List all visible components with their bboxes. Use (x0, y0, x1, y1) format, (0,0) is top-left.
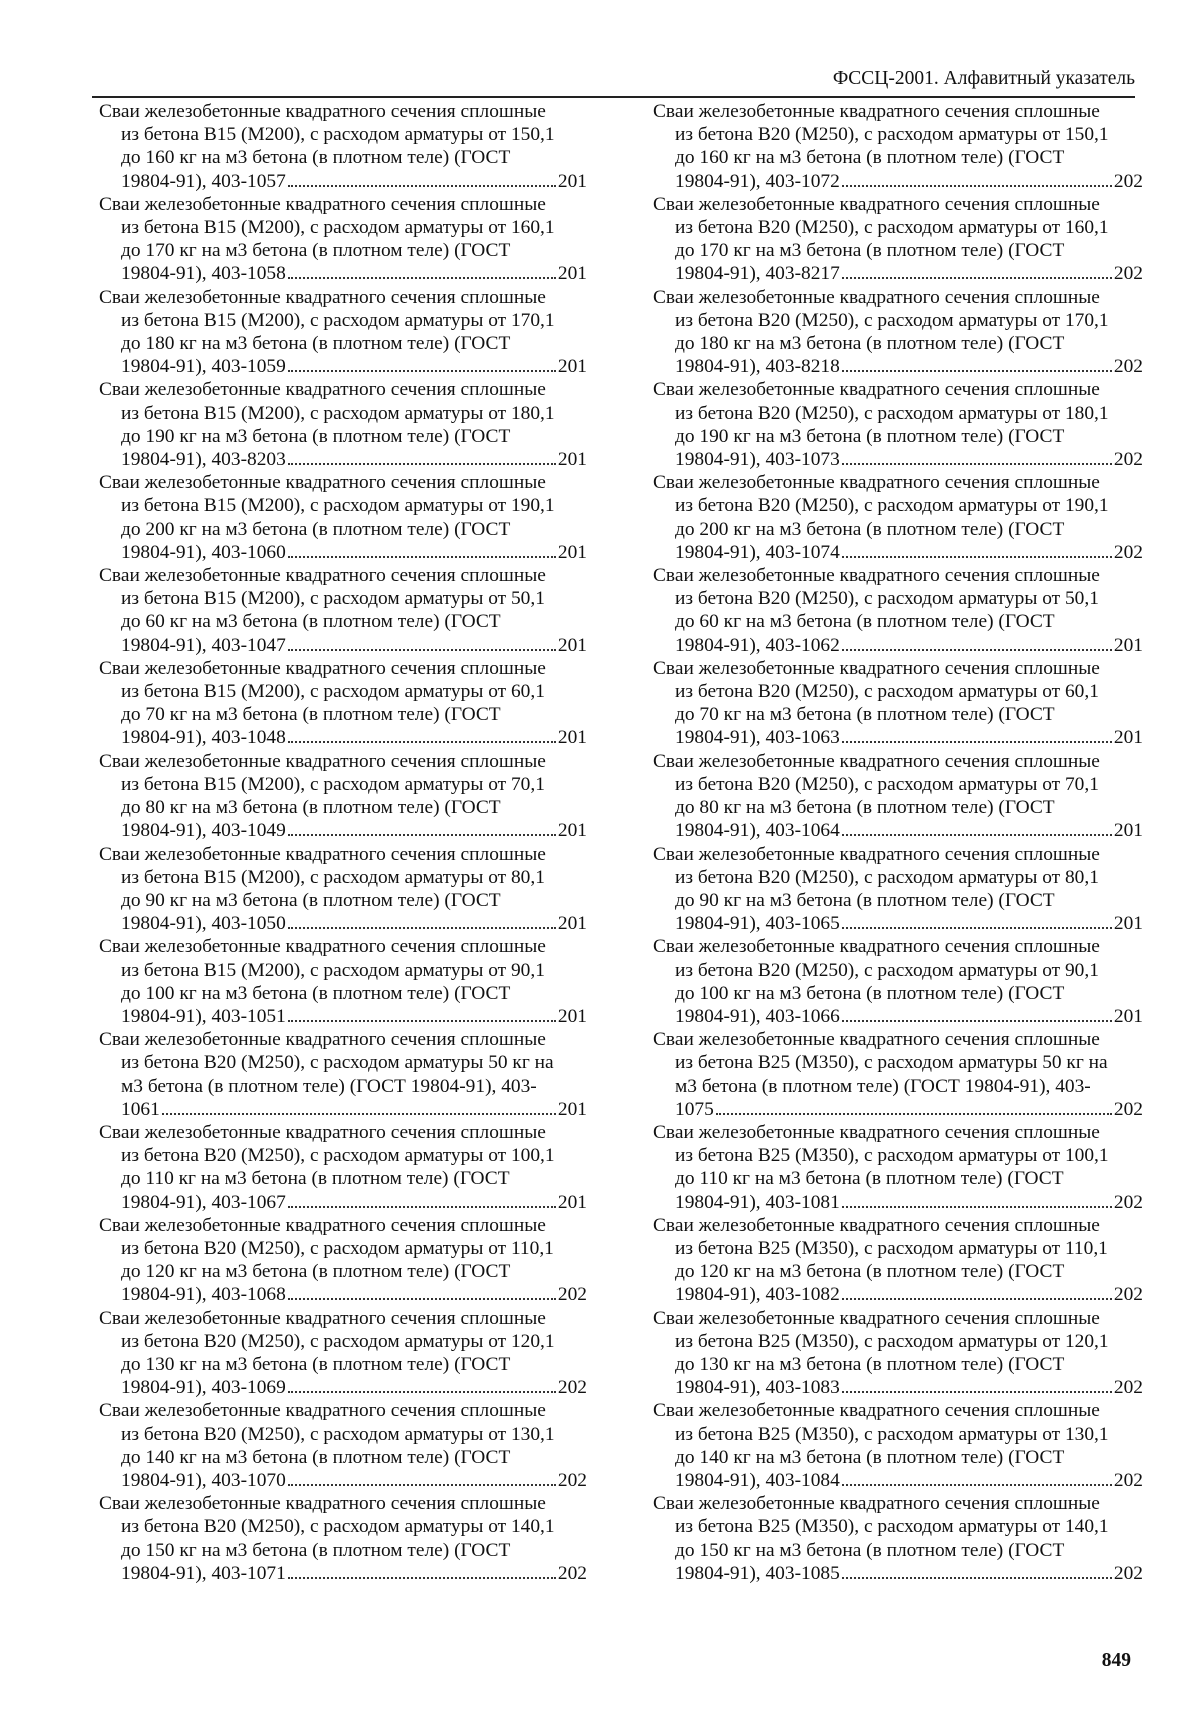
index-entry-reference-line (653, 1283, 1143, 1306)
index-entry-page: 201 (1113, 1005, 1143, 1027)
index-entry-reference-line (653, 1098, 1143, 1121)
index-entry (653, 1307, 1143, 1400)
index-entry-text-line: до 170 кг на м3 бетона (в плотном теле) (ГОСТ (675, 240, 1065, 262)
index-entry-reference-line (99, 1283, 587, 1306)
index-entry-text-line: из бетона В15 (М200), с расходом арматуры от 80,1 (121, 866, 545, 888)
index-entry-text-line: Сваи железобетонные квадратного сечения сплошные (99, 843, 546, 865)
index-entry-page: 201 (1113, 727, 1143, 749)
index-entry-text-line: из бетона В20 (М250), с расходом арматуры от 120,1 (121, 1330, 555, 1352)
index-entry (99, 1492, 587, 1585)
dot-leader (842, 185, 1112, 187)
index-entry-page: 202 (557, 1284, 587, 1306)
index-entry-text-line: Сваи железобетонные квадратного сечения сплошные (99, 657, 546, 679)
index-entry-reference-line (653, 634, 1143, 657)
index-entry-text-line: из бетона В20 (М250), с расходом арматуры от 170,1 (675, 309, 1109, 331)
index-entry-text-line: до 60 кг на м3 бетона (в плотном теле) (ГОСТ (675, 611, 1055, 633)
dot-leader (288, 927, 556, 929)
index-entry-reference-line (653, 355, 1143, 378)
index-entry (99, 750, 587, 843)
index-entry-page: 201 (557, 727, 587, 749)
index-entry-page: 202 (1113, 1469, 1143, 1491)
index-entry-reference-line (653, 1469, 1143, 1492)
dot-leader (288, 1391, 556, 1393)
index-entry-text-line: до 90 кг на м3 бетона (в плотном теле) (ГОСТ (675, 889, 1055, 911)
index-entry-text-line: до 90 кг на м3 бетона (в плотном теле) (ГОСТ (121, 889, 501, 911)
index-entry-reference-line (99, 170, 587, 193)
index-entry-text-line: из бетона В25 (М350), с расходом арматуры от 110,1 (675, 1237, 1108, 1259)
index-entry-reference: 19804-91), 403-1081 (675, 1191, 840, 1213)
index-entry (653, 1121, 1143, 1214)
index-entry-reference-line (653, 726, 1143, 749)
index-entry-text-line: до 80 кг на м3 бетона (в плотном теле) (ГОСТ (121, 797, 501, 819)
dot-leader (288, 1020, 556, 1022)
index-entry-reference-line (99, 726, 587, 749)
index-entry-text-line: м3 бетона (в плотном теле) (ГОСТ 19804-91), 403- (675, 1075, 1091, 1097)
index-entry-text-line: Сваи железобетонные квадратного сечения сплошные (653, 1400, 1100, 1422)
page-header-title: ФССЦ-2001. Алфавитный указатель (832, 68, 1135, 89)
index-entry-reference-line (99, 634, 587, 657)
index-entry (99, 1399, 587, 1492)
index-entry-text-line: из бетона В25 (М350), с расходом арматуры от 140,1 (675, 1516, 1109, 1538)
index-entry-reference-line (99, 912, 587, 935)
dot-leader (288, 1298, 556, 1300)
dot-leader (842, 556, 1112, 558)
index-entry-page: 201 (1113, 913, 1143, 935)
page-number: 849 (1101, 1650, 1131, 1671)
index-entry-text-line: из бетона В15 (М200), с расходом арматуры от 180,1 (121, 402, 555, 424)
index-entry-page: 201 (557, 634, 587, 656)
index-entry-reference-line (653, 262, 1143, 285)
index-entry (99, 843, 587, 936)
index-entry-text-line: Сваи железобетонные квадратного сечения сплошные (99, 1121, 546, 1143)
index-entry (653, 657, 1143, 750)
index-entry-page: 202 (1113, 263, 1143, 285)
index-entry (653, 1214, 1143, 1307)
index-entry-text-line: Сваи железобетонные квадратного сечения сплошные (99, 1400, 546, 1422)
index-entry-page: 202 (557, 1562, 587, 1584)
index-entry-page: 202 (1113, 356, 1143, 378)
index-entry-text-line: из бетона В20 (М250), с расходом арматуры от 110,1 (121, 1237, 554, 1259)
index-entry-text-line: из бетона В20 (М250), с расходом арматуры от 140,1 (121, 1516, 555, 1538)
dot-leader (842, 370, 1112, 372)
index-entry-text-line: до 150 кг на м3 бетона (в плотном теле) (ГОСТ (675, 1539, 1065, 1561)
index-entry (99, 193, 587, 286)
index-entry-page: 201 (557, 449, 587, 471)
index-entry-reference: 19804-91), 403-1059 (121, 356, 286, 378)
index-entry-page: 201 (557, 1005, 587, 1027)
index-entry-text-line: до 110 кг на м3 бетона (в плотном теле) (ГОСТ (121, 1168, 510, 1190)
index-entry (653, 1492, 1143, 1585)
index-entry-text-line: Сваи железобетонные квадратного сечения сплошные (99, 286, 546, 308)
index-entry-text-line: до 80 кг на м3 бетона (в плотном теле) (ГОСТ (675, 797, 1055, 819)
index-entry (99, 1214, 587, 1307)
index-entry-reference: 19804-91), 403-1082 (675, 1284, 840, 1306)
index-entry-page: 201 (557, 263, 587, 285)
dot-leader (842, 649, 1112, 651)
index-entry-reference-line (99, 819, 587, 842)
index-entry-text-line: Сваи железобетонные квадратного сечения сплошные (99, 193, 546, 215)
index-entry (99, 100, 587, 193)
index-entry-reference: 19804-91), 403-8217 (675, 263, 840, 285)
index-column-right (653, 100, 1143, 1585)
index-entry-reference: 19804-91), 403-1069 (121, 1377, 286, 1399)
index-entry-page: 202 (1113, 1098, 1143, 1120)
index-entry-text-line: до 190 кг на м3 бетона (в плотном теле) (ГОСТ (121, 425, 511, 447)
index-entry-text-line: Сваи железобетонные квадратного сечения сплошные (653, 379, 1100, 401)
index-entry-page: 202 (557, 1469, 587, 1491)
dot-leader (842, 1391, 1112, 1393)
index-entry-page: 202 (1113, 170, 1143, 192)
index-entry-text-line: Сваи железобетонные квадратного сечения сплошные (653, 286, 1100, 308)
index-entry-text-line: из бетона В20 (М250), с расходом арматуры от 160,1 (675, 217, 1109, 239)
index-entry-text-line: из бетона В25 (М350), с расходом арматуры от 100,1 (675, 1145, 1109, 1167)
index-entry-text-line: Сваи железобетонные квадратного сечения сплошные (99, 1029, 546, 1051)
dot-leader (288, 834, 556, 836)
index-entry-reference: 19804-91), 403-1066 (675, 1005, 840, 1027)
index-entry-text-line: до 120 кг на м3 бетона (в плотном теле) (ГОСТ (675, 1261, 1065, 1283)
index-entry-page: 202 (1113, 1562, 1143, 1584)
index-entry-page: 201 (557, 541, 587, 563)
index-entry-reference: 19804-91), 403-1084 (675, 1469, 840, 1491)
index-entry-text-line: из бетона В20 (М250), с расходом арматуры от 150,1 (675, 124, 1109, 146)
index-entry-text-line: Сваи железобетонные квадратного сечения сплошные (653, 1121, 1100, 1143)
index-entry-reference-line (653, 1005, 1143, 1028)
index-entry-text-line: м3 бетона (в плотном теле) (ГОСТ 19804-91), 403- (121, 1075, 537, 1097)
index-entry-text-line: из бетона В15 (М200), с расходом арматуры от 160,1 (121, 217, 555, 239)
index-entry-reference: 19804-91), 403-1058 (121, 263, 286, 285)
index-entry-text-line: Сваи железобетонные квадратного сечения сплошные (653, 101, 1100, 122)
dot-leader (288, 463, 556, 465)
dot-leader (288, 185, 556, 187)
index-entry-reference: 19804-91), 403-1070 (121, 1469, 286, 1491)
index-entry-reference: 19804-91), 403-1050 (121, 913, 286, 935)
index-entry-reference: 19804-91), 403-1065 (675, 913, 840, 935)
index-entry-reference: 19804-91), 403-1074 (675, 541, 840, 563)
index-entry-text-line: из бетона В20 (М250), с расходом арматуры от 180,1 (675, 402, 1109, 424)
index-entry-reference-line (99, 541, 587, 564)
index-entry-text-line: из бетона В15 (М200), с расходом арматуры от 70,1 (121, 773, 545, 795)
index-entry-text-line: из бетона В25 (М350), с расходом арматуры от 130,1 (675, 1423, 1109, 1445)
index-entry (653, 100, 1143, 193)
dot-leader (842, 834, 1112, 836)
index-entry-text-line: Сваи железобетонные квадратного сечения сплошные (99, 1214, 546, 1236)
dot-leader (842, 1577, 1112, 1579)
index-entry-text-line: Сваи железобетонные квадратного сечения сплошные (99, 565, 546, 587)
index-entry-page: 201 (557, 820, 587, 842)
index-entry-reference-line (653, 170, 1143, 193)
index-entry-page: 202 (1113, 1284, 1143, 1306)
index-entry-reference: 19804-91), 403-8218 (675, 356, 840, 378)
index-entry-text-line: Сваи железобетонные квадратного сечения сплошные (99, 1307, 546, 1329)
index-entry-text-line: до 180 кг на м3 бетона (в плотном теле) (ГОСТ (121, 333, 511, 355)
index-entry (99, 286, 587, 379)
dot-leader (842, 1020, 1112, 1022)
index-entry (99, 1028, 587, 1121)
index-entry-reference: 19804-91), 403-1049 (121, 820, 286, 842)
index-entry-text-line: из бетона В20 (М250), с расходом арматуры от 130,1 (121, 1423, 555, 1445)
index-entry (99, 657, 587, 750)
dot-leader (288, 1206, 556, 1208)
index-entry (653, 1399, 1143, 1492)
index-entry-text-line: до 70 кг на м3 бетона (в плотном теле) (ГОСТ (121, 704, 501, 726)
index-entry-text-line: из бетона В15 (М200), с расходом арматуры от 150,1 (121, 124, 555, 146)
index-entry-text-line: до 200 кг на м3 бетона (в плотном теле) (ГОСТ (675, 518, 1065, 540)
index-entry-text-line: до 200 кг на м3 бетона (в плотном теле) (ГОСТ (121, 518, 511, 540)
dot-leader (288, 649, 556, 651)
index-entry-reference: 19804-91), 403-8203 (121, 449, 286, 471)
index-entry-reference-line (99, 448, 587, 471)
index-entry (99, 564, 587, 657)
index-entry-page: 202 (1113, 1191, 1143, 1213)
index-entry-page: 201 (1113, 820, 1143, 842)
index-entry-text-line: Сваи железобетонные квадратного сечения сплошные (653, 193, 1100, 215)
index-entry-text-line: Сваи железобетонные квадратного сечения сплошные (99, 750, 546, 772)
index-entry-text-line: Сваи железобетонные квадратного сечения сплошные (653, 657, 1100, 679)
index-entry-text-line: до 140 кг на м3 бетона (в плотном теле) (ГОСТ (121, 1446, 511, 1468)
dot-leader (842, 1484, 1112, 1486)
index-entry-text-line: Сваи железобетонные квадратного сечения сплошные (99, 1493, 546, 1515)
dot-leader (716, 1113, 1112, 1115)
index-entry-text-line: из бетона В15 (М200), с расходом арматуры от 190,1 (121, 495, 555, 517)
index-entry-text-line: Сваи железобетонные квадратного сечения сплошные (653, 1214, 1100, 1236)
index-entry-text-line: из бетона В20 (М250), с расходом арматуры от 70,1 (675, 773, 1099, 795)
index-entry-text-line: до 60 кг на м3 бетона (в плотном теле) (ГОСТ (121, 611, 501, 633)
dot-leader (288, 556, 556, 558)
index-entry (653, 471, 1143, 564)
index-entry-text-line: Сваи железобетонные квадратного сечения сплошные (653, 936, 1100, 958)
index-entry (99, 935, 587, 1028)
index-entry-text-line: Сваи железобетонные квадратного сечения сплошные (653, 472, 1100, 494)
index-entry-text-line: Сваи железобетонные квадратного сечения сплошные (99, 379, 546, 401)
dot-leader (288, 1577, 556, 1579)
index-entry (653, 378, 1143, 471)
index-entry-page: 202 (1113, 449, 1143, 471)
index-entry (99, 471, 587, 564)
index-entry-page: 201 (557, 356, 587, 378)
index-entry-reference: 19804-91), 403-1071 (121, 1562, 286, 1584)
index-entry-text-line: из бетона В15 (М200), с расходом арматуры от 90,1 (121, 959, 545, 981)
index-entry-text-line: Сваи железобетонные квадратного сечения сплошные (653, 843, 1100, 865)
index-entry-reference-line (99, 1191, 587, 1214)
index-entry-page: 201 (557, 170, 587, 192)
index-entry-text-line: Сваи железобетонные квадратного сечения сплошные (653, 565, 1100, 587)
index-entry-text-line: из бетона В15 (М200), с расходом арматуры от 170,1 (121, 309, 555, 331)
index-entry-reference-line (99, 1376, 587, 1399)
index-entry-text-line: Сваи железобетонные квадратного сечения сплошные (653, 750, 1100, 772)
index-entry-text-line: до 130 кг на м3 бетона (в плотном теле) (ГОСТ (675, 1353, 1065, 1375)
index-entry-text-line: из бетона В25 (М350), с расходом арматуры от 120,1 (675, 1330, 1109, 1352)
index-entry-reference: 1061 (121, 1098, 160, 1120)
dot-leader (842, 1206, 1112, 1208)
index-entry-text-line: до 170 кг на м3 бетона (в плотном теле) (ГОСТ (121, 240, 511, 262)
index-entry-reference-line (99, 355, 587, 378)
index-entry (99, 378, 587, 471)
dot-leader (842, 463, 1112, 465)
index-entry-text-line: до 160 кг на м3 бетона (в плотном теле) (ГОСТ (121, 147, 511, 169)
index-entry-text-line: до 190 кг на м3 бетона (в плотном теле) (ГОСТ (675, 425, 1065, 447)
index-entry-reference: 19804-91), 403-1062 (675, 634, 840, 656)
index-entry-page: 201 (557, 913, 587, 935)
index-entry-reference: 19804-91), 403-1051 (121, 1005, 286, 1027)
index-entry-reference: 19804-91), 403-1064 (675, 820, 840, 842)
index-entry-reference: 1075 (675, 1098, 714, 1120)
index-entry-reference: 19804-91), 403-1083 (675, 1377, 840, 1399)
index-entry-reference-line (99, 1562, 587, 1585)
index-entry-reference: 19804-91), 403-1073 (675, 449, 840, 471)
index-entry-reference: 19804-91), 403-1067 (121, 1191, 286, 1213)
index-entry-text-line: до 140 кг на м3 бетона (в плотном теле) (ГОСТ (675, 1446, 1065, 1468)
index-entry-text-line: Сваи железобетонные квадратного сечения сплошные (99, 101, 546, 122)
index-entry-reference-line (99, 262, 587, 285)
index-entry-text-line: до 120 кг на м3 бетона (в плотном теле) (ГОСТ (121, 1261, 511, 1283)
index-entry (653, 193, 1143, 286)
index-entry-text-line: до 180 кг на м3 бетона (в плотном теле) (ГОСТ (675, 333, 1065, 355)
index-entry-reference-line (99, 1005, 587, 1028)
index-entry-page: 201 (557, 1191, 587, 1213)
index-entry-reference-line (653, 1191, 1143, 1214)
index-entry-text-line: из бетона В20 (М250), с расходом арматуры от 90,1 (675, 959, 1099, 981)
index-entry (653, 564, 1143, 657)
index-entry (653, 1028, 1143, 1121)
index-entry-reference-line (653, 448, 1143, 471)
index-entry-text-line: до 70 кг на м3 бетона (в плотном теле) (ГОСТ (675, 704, 1055, 726)
dot-leader (288, 1484, 556, 1486)
index-entry-text-line: из бетона В20 (М250), с расходом арматуры от 60,1 (675, 681, 1099, 703)
index-entry-reference-line (99, 1469, 587, 1492)
index-entry-reference-line (653, 1562, 1143, 1585)
index-entry (653, 750, 1143, 843)
index-entry-text-line: из бетона В20 (М250), с расходом арматуры от 100,1 (121, 1145, 555, 1167)
index-entry-text-line: Сваи железобетонные квадратного сечения сплошные (653, 1493, 1100, 1515)
index-entry-text-line: из бетона В20 (М250), с расходом арматуры от 80,1 (675, 866, 1099, 888)
index-column-left (99, 100, 587, 1585)
index-entry-text-line: Сваи железобетонные квадратного сечения сплошные (653, 1307, 1100, 1329)
index-entry-reference: 19804-91), 403-1047 (121, 634, 286, 656)
index-entry-text-line: до 100 кг на м3 бетона (в плотном теле) (ГОСТ (675, 982, 1065, 1004)
index-entry-text-line: из бетона В20 (М250), с расходом арматуры 50 кг на (121, 1052, 554, 1074)
dot-leader (842, 277, 1112, 279)
index-entry-text-line: Сваи железобетонные квадратного сечения сплошные (653, 1029, 1100, 1051)
index-entry-text-line: из бетона В20 (М250), с расходом арматуры от 190,1 (675, 495, 1109, 517)
index-entry-reference: 19804-91), 403-1060 (121, 541, 286, 563)
page-header (92, 62, 1135, 98)
index-entry-reference: 19804-91), 403-1072 (675, 170, 840, 192)
index-entry-reference: 19804-91), 403-1057 (121, 170, 286, 192)
index-entry-text-line: из бетона В20 (М250), с расходом арматуры от 50,1 (675, 588, 1099, 610)
index-entry-reference: 19804-91), 403-1085 (675, 1562, 840, 1584)
index-entry-text-line: из бетона В25 (М350), с расходом арматуры 50 кг на (675, 1052, 1108, 1074)
index-entry-page: 202 (557, 1377, 587, 1399)
index-entry-reference-line (653, 819, 1143, 842)
index-entry-text-line: до 100 кг на м3 бетона (в плотном теле) (ГОСТ (121, 982, 511, 1004)
index-entry-reference: 19804-91), 403-1068 (121, 1284, 286, 1306)
dot-leader (288, 741, 556, 743)
index-entry-reference: 19804-91), 403-1048 (121, 727, 286, 749)
index-entry-reference: 19804-91), 403-1063 (675, 727, 840, 749)
index-entry (99, 1307, 587, 1400)
dot-leader (842, 741, 1112, 743)
dot-leader (842, 1298, 1112, 1300)
index-entry-reference-line (99, 1098, 587, 1121)
index-entry (653, 843, 1143, 936)
index-entry-reference-line (653, 541, 1143, 564)
index-entry-page: 202 (1113, 541, 1143, 563)
dot-leader (162, 1113, 556, 1115)
index-entry-page: 201 (557, 1098, 587, 1120)
index-entry-text-line: из бетона В15 (М200), с расходом арматуры от 50,1 (121, 588, 545, 610)
index-entry-text-line: Сваи железобетонные квадратного сечения сплошные (99, 936, 546, 958)
index-entry-page: 202 (1113, 1377, 1143, 1399)
dot-leader (288, 370, 556, 372)
index-entry-text-line: Сваи железобетонные квадратного сечения сплошные (99, 472, 546, 494)
index-entry-text-line: до 110 кг на м3 бетона (в плотном теле) (ГОСТ (675, 1168, 1064, 1190)
index-entry-reference-line (653, 912, 1143, 935)
index-entry-text-line: до 160 кг на м3 бетона (в плотном теле) (ГОСТ (675, 147, 1065, 169)
index-entry (653, 286, 1143, 379)
index-entry (99, 1121, 587, 1214)
index-entry-reference-line (653, 1376, 1143, 1399)
dot-leader (842, 927, 1112, 929)
index-entry-text-line: до 130 кг на м3 бетона (в плотном теле) (ГОСТ (121, 1353, 511, 1375)
index-entry (653, 935, 1143, 1028)
index-entry-page: 201 (1113, 634, 1143, 656)
index-entry-text-line: из бетона В15 (М200), с расходом арматуры от 60,1 (121, 681, 545, 703)
dot-leader (288, 277, 556, 279)
index-entry-text-line: до 150 кг на м3 бетона (в плотном теле) (ГОСТ (121, 1539, 511, 1561)
